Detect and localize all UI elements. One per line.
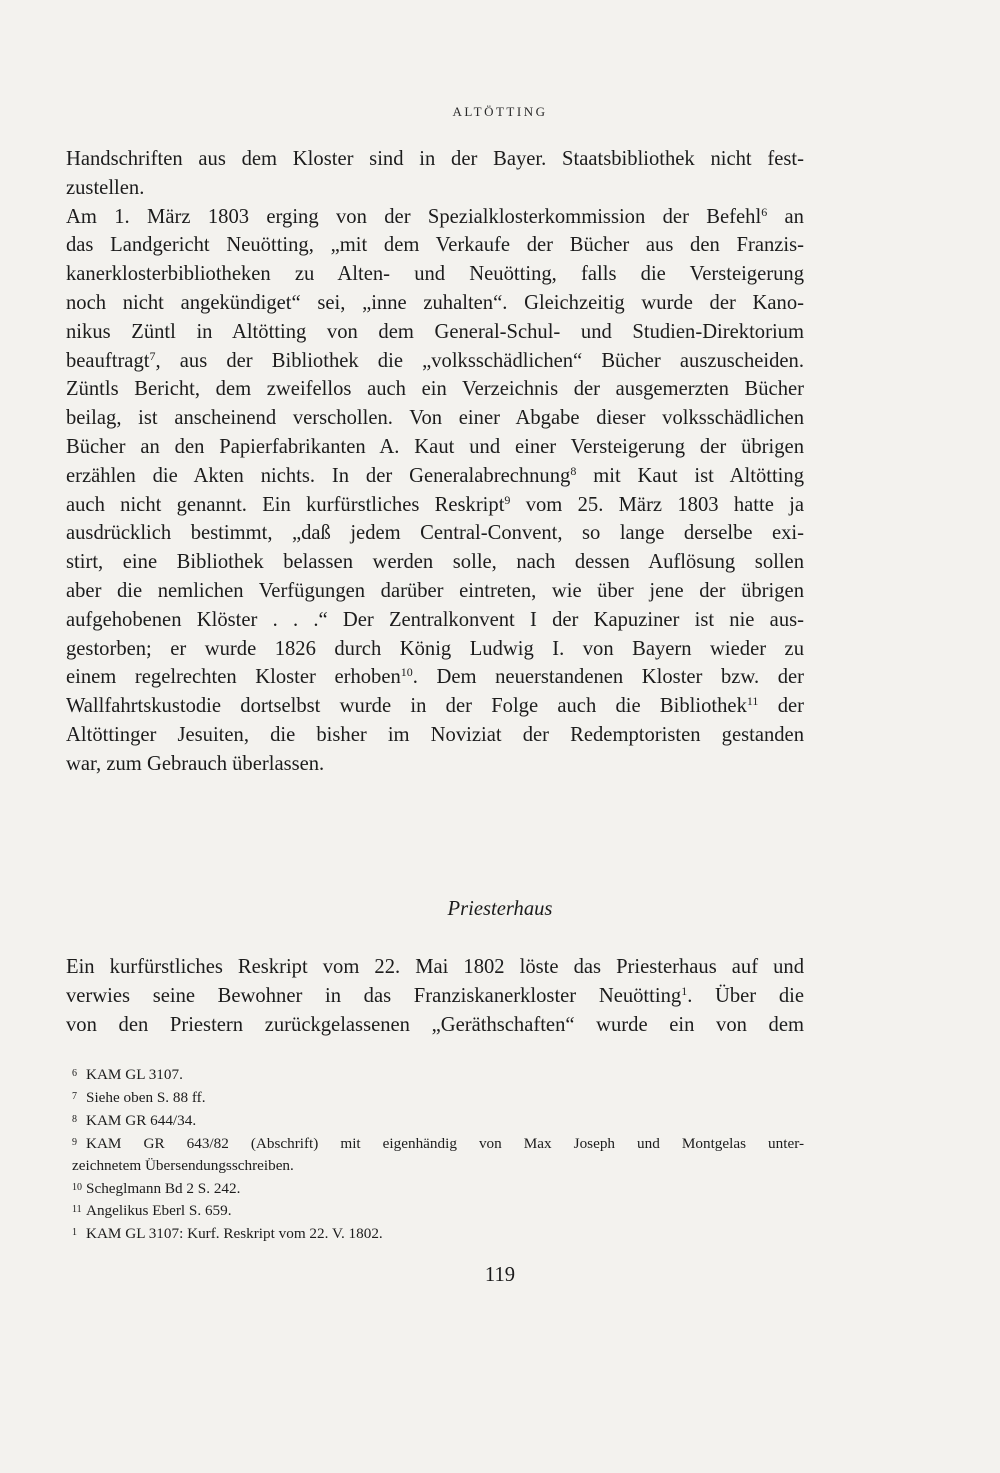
footnote-ref: 8 (570, 463, 577, 478)
footnote-continuation: zeichnetem Übersendungsschreiben. (72, 1156, 294, 1174)
text-line: aber die nemlichen Verfügungen darüber eintreten, wie über jene der übrigen (66, 579, 804, 602)
text-line: Bücher an den Papierfabrikanten A. Kaut und einer Versteigerung der übrigen (66, 435, 804, 458)
text-line: Handschriften aus dem Kloster sind in der Bayer. Staatsbibliothek nicht fest- (66, 148, 804, 170)
text-line: Am 1. März 1803 erging von der Spezialklosterkommission der Befehl$^6$ an (66, 204, 804, 228)
text-line: beauftragt$^7$, aus der Bibliothek die „volksschädlichen“ Bücher auszuscheiden. (66, 348, 804, 372)
section-heading: Priesterhaus (447, 898, 553, 920)
text-line: erzählen die Akten nichts. In der Generalabrechnung$^8$ mit Kaut ist Altötting (66, 463, 804, 487)
text-line: Wallfahrtskustodie dortselbst wurde in der Folge auch die Bibliothek$^{11}$ der (66, 694, 804, 718)
footnote: 10 Scheglmann Bd 2 S. 242. (72, 1179, 241, 1197)
footnote-ref: 11 (746, 694, 759, 709)
running-head: ALTÖTTING (452, 104, 548, 119)
text-line: Züntls Bericht, dem zweifellos auch ein Verzeichnis der ausgemerzten Bücher (66, 378, 804, 401)
text-line: war, zum Gebrauch überlassen. (66, 752, 325, 775)
footnote: 6 KAM GL 3107. (72, 1066, 183, 1083)
text-line: zustellen. (66, 176, 145, 199)
text-line: ausdrücklich bestimmt, „daß jedem Central-Convent, so lange derselbe exi- (66, 522, 804, 545)
footnote: 9 KAM GR 643/82 (Abschrift) mit eigenhändig von Max Joseph und Montgelas unter- (72, 1134, 804, 1152)
footnote: 8 KAM GR 644/34. (72, 1111, 197, 1129)
footnote-ref: 10 (400, 665, 413, 680)
text-line: beilag, ist anscheinend verschollen. Von einer Abgabe dieser volksschädlichen (66, 407, 804, 430)
text-line: Altöttinger Jesuiten, die bisher im Noviziat der Redemptoristen gestanden (66, 723, 804, 746)
text-line: von den Priestern zurückgelassenen „Geräthschaften“ wurde ein von dem (66, 1013, 804, 1036)
footnote: 7 Siehe oben S. 88 ff. (72, 1088, 206, 1106)
text-line: Ein kurfürstliches Reskript vom 22. Mai 1802 löste das Priesterhaus auf und (66, 956, 804, 978)
footnote-ref: 9 (504, 492, 511, 507)
text-line: das Landgericht Neuötting, „mit dem Verkaufe der Bücher aus den Franzis- (66, 234, 804, 257)
section-paragraph (66, 953, 804, 1039)
text-line: nikus Züntl in Altötting von dem General-Schul- und Studien-Direktorium (66, 320, 804, 343)
text-line: gestorben; er wurde 1826 durch König Ludwig I. von Bayern wieder zu (66, 637, 804, 660)
text-line: noch nicht angekündiget“ sei, „inne zuhalten“. Gleichzeitig wurde der Kano- (66, 291, 804, 314)
footnote: 1 KAM GL 3107: Kurf. Reskript vom 22. V. 1802. (72, 1225, 383, 1243)
footnotes (72, 1063, 804, 1245)
page-number: 119 (484, 1264, 516, 1286)
text-line: einem regelrechten Kloster erhoben$^{10}$. Dem neuerstandenen Kloster bzw. der (66, 665, 804, 689)
footnote-ref: 1 (681, 983, 688, 998)
main-paragraph (66, 145, 804, 779)
footnote: 11 Angelikus Eberl S. 659. (72, 1202, 232, 1220)
text-line: verwies seine Bewohner in das Franziskanerkloster Neuötting$^1$. Über die (66, 983, 804, 1007)
text-line: aufgehobenen Klöster . . .“ Der Zentralkonvent I der Kapuziner ist nie aus- (66, 608, 804, 631)
text-line: kanerklosterbibliotheken zu Alten- und Neuötting, falls die Versteigerung (66, 263, 804, 286)
footnote-ref: 7 (149, 348, 156, 363)
text-line: auch nicht genannt. Ein kurfürstliches Reskript$^9$ vom 25. März 1803 hatte ja (66, 492, 804, 516)
footnote-ref: 6 (761, 204, 768, 219)
text-line: stirt, eine Bibliothek belassen werden solle, nach dessen Auflösung sollen (66, 551, 804, 574)
